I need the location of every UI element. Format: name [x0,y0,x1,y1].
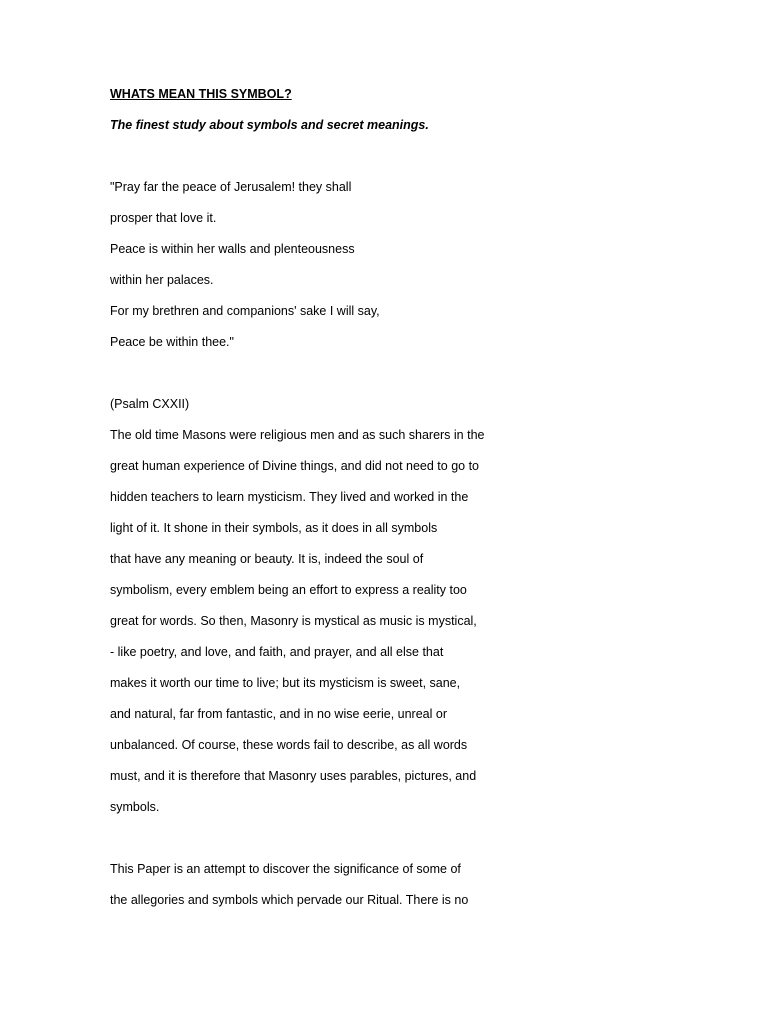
paragraph-line: This Paper is an attempt to discover the significance of some of [110,862,461,876]
document-title: WHATS MEAN THIS SYMBOL? [110,87,292,101]
paragraph-line: the allegories and symbols which pervade our Ritual. There is no [110,893,469,907]
paragraph-line: - like poetry, and love, and faith, and prayer, and all else that [110,645,444,659]
paragraph-line: makes it worth our time to live; but its mysticism is sweet, sane, [110,676,461,690]
quote-line: within her palaces. [110,273,214,287]
paragraph-line: hidden teachers to learn mysticism. They lived and worked in the [110,490,469,504]
quote-line: Peace be within thee." [110,335,234,349]
quote-line: Peace is within her walls and plenteousness [110,242,355,256]
paragraph-line: and natural, far from fantastic, and in no wise eerie, unreal or [110,707,447,721]
paragraph-line: light of it. It shone in their symbols, as it does in all symbols [110,521,438,535]
document-subtitle: The finest study about symbols and secret meanings. [110,118,429,132]
paragraph-line: symbols. [110,800,160,814]
paragraph-line: must, and it is therefore that Masonry uses parables, pictures, and [110,769,477,783]
paragraph-line: unbalanced. Of course, these words fail to describe, as all words [110,738,468,752]
paragraph-line: great for words. So then, Masonry is mystical as music is mystical, [110,614,477,628]
paragraph-line: that have any meaning or beauty. It is, indeed the soul of [110,552,424,566]
quote-line: "Pray far the peace of Jerusalem! they shall [110,180,352,194]
paragraph-line: great human experience of Divine things, and did not need to go to [110,459,480,473]
citation: (Psalm CXXII) [110,397,190,411]
paragraph-line: The old time Masons were religious men and as such sharers in the [110,428,485,442]
quote-line: For my brethren and companions' sake I will say, [110,304,380,318]
quote-line: prosper that love it. [110,211,217,225]
paragraph-line: symbolism, every emblem being an effort to express a reality too [110,583,467,597]
